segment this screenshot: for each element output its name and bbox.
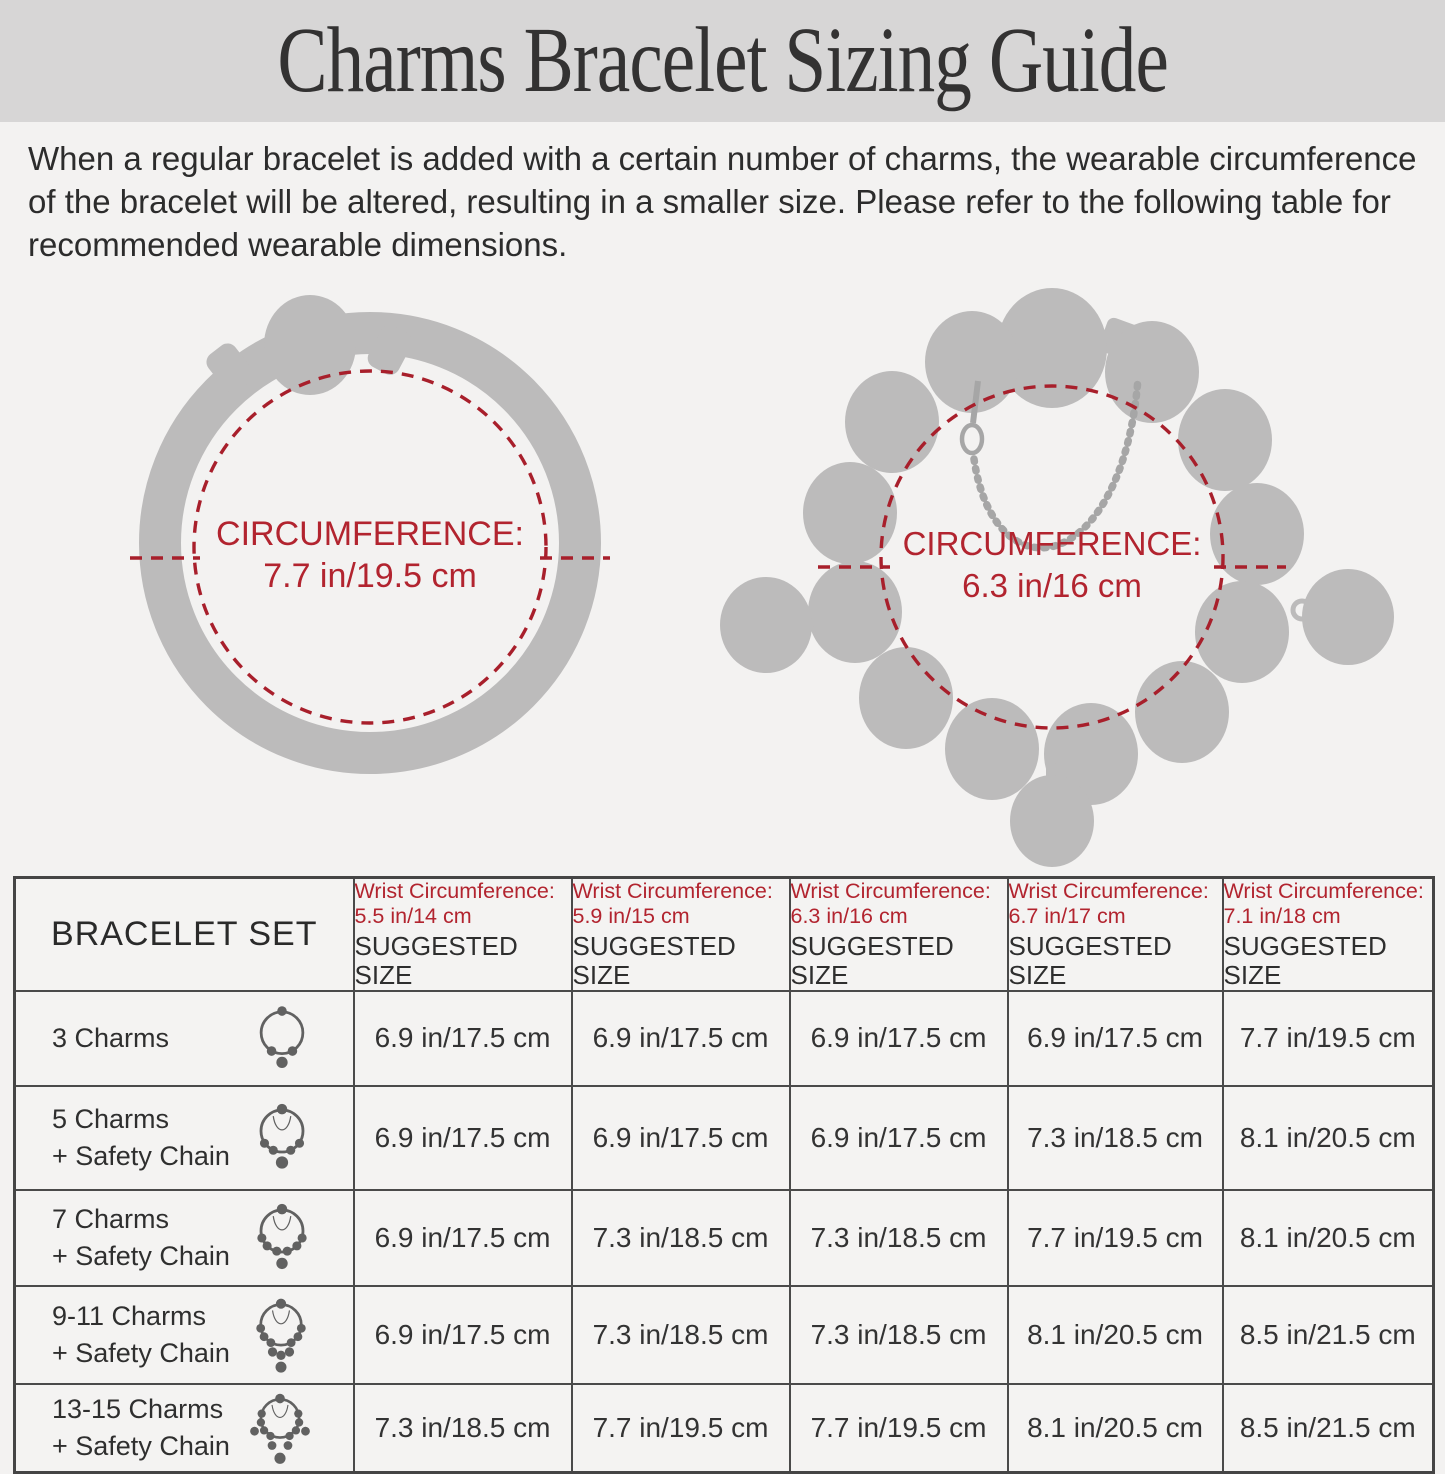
table-row	[15, 1190, 1434, 1286]
wrist-circumference-value: 6.7 in/17 cm	[1008, 904, 1126, 929]
suggested-size-cell: 7.3 in/18.5 cm	[572, 1190, 790, 1286]
wrist-circumference-value: 5.9 in/15 cm	[572, 904, 690, 929]
bracelet-set-label: 5 Charms + Safety Chain	[52, 1104, 230, 1171]
bead	[803, 462, 897, 564]
header-bracelet-set: BRACELET SET	[15, 877, 354, 990]
suggested-size-cell: 6.9 in/17.5 cm	[790, 1086, 1008, 1190]
suggested-size-cell: 7.3 in/18.5 cm	[572, 1286, 790, 1384]
bracelet-set-label: 7 Charms + Safety Chain	[52, 1204, 230, 1271]
circumference-value: 7.7 in/19.5 cm	[263, 556, 477, 595]
wrist-circumference-value: 6.3 in/16 cm	[790, 904, 908, 929]
dangling-charm-right	[1302, 569, 1394, 665]
bead	[925, 311, 1019, 413]
header-wrist-5-9	[572, 877, 790, 990]
header-wrist-5-5	[354, 877, 572, 990]
table-row	[15, 1286, 1434, 1384]
header-wrist-6-3	[790, 877, 1008, 990]
header-wrist-6-7	[1008, 877, 1223, 990]
suggested-size-cell: 6.9 in/17.5 cm	[354, 991, 572, 1086]
bracelet-3-charms-icon	[251, 998, 313, 1078]
intro-text: When a regular bracelet is added with a certain number of charms, the wearable circumference of the bracelet will be altered, resulting in a smaller size. Please refer to the following table for recommended wearable dimensions.	[28, 140, 1417, 263]
wrist-circumference-label: Wrist Circumference:	[790, 878, 991, 903]
suggested-size-label: SUGGESTED SIZE	[1008, 931, 1172, 990]
table-row	[15, 991, 1434, 1086]
suggested-size-cell: 8.1 in/20.5 cm	[1223, 1190, 1434, 1286]
bracelet-set-cell	[15, 991, 354, 1086]
suggested-size-cell: 7.7 in/19.5 cm	[790, 1384, 1008, 1473]
suggested-size-cell: 6.9 in/17.5 cm	[354, 1086, 572, 1190]
table-row	[15, 1086, 1434, 1190]
header-wrist-7-1	[1223, 877, 1434, 990]
sizing-table	[13, 876, 1435, 1474]
dangling-charm-bottom	[1010, 775, 1094, 867]
circumference-label: CIRCUMFERENCE:	[216, 514, 524, 553]
wrist-circumference-label: Wrist Circumference:	[1008, 878, 1209, 903]
suggested-size-cell: 8.1 in/20.5 cm	[1008, 1286, 1223, 1384]
charm-bracelet-diagram	[710, 275, 1430, 871]
suggested-size-label: SUGGESTED SIZE	[790, 931, 954, 990]
bracelet-clasp	[264, 295, 356, 395]
bracelet-set-cell	[15, 1384, 354, 1473]
bead	[945, 698, 1039, 800]
bead	[1178, 389, 1272, 491]
suggested-size-cell: 6.9 in/17.5 cm	[790, 991, 1008, 1086]
table-header-row	[15, 877, 1434, 990]
suggested-size-cell: 8.1 in/20.5 cm	[1008, 1384, 1223, 1473]
bracelet-9-11-charms-safety-chain-icon	[249, 1291, 313, 1379]
circumference-value: 6.3 in/16 cm	[962, 566, 1142, 604]
bead	[845, 371, 939, 473]
suggested-size-cell: 6.9 in/17.5 cm	[572, 1086, 790, 1190]
circumference-label: CIRCUMFERENCE:	[902, 524, 1202, 562]
bracelet-7-charms-safety-chain-icon	[251, 1196, 313, 1280]
plain-bracelet-diagram	[55, 275, 695, 871]
wrist-circumference-value: 5.5 in/14 cm	[354, 904, 472, 929]
bracelet-set-cell	[15, 1286, 354, 1384]
suggested-size-cell: 7.3 in/18.5 cm	[790, 1286, 1008, 1384]
suggested-size-cell: 7.3 in/18.5 cm	[354, 1384, 572, 1473]
bracelet-5-charms-safety-chain-icon	[251, 1096, 313, 1180]
bead	[1210, 483, 1304, 585]
suggested-size-cell: 8.5 in/21.5 cm	[1223, 1286, 1434, 1384]
wrist-circumference-label: Wrist Circumference:	[354, 878, 555, 903]
page-title-text: Charms Bracelet Sizing Guide	[277, 9, 1168, 112]
suggested-size-cell: 6.9 in/17.5 cm	[1008, 991, 1223, 1086]
suggested-size-cell: 6.9 in/17.5 cm	[354, 1190, 572, 1286]
wrist-circumference-value: 7.1 in/18 cm	[1223, 904, 1341, 929]
table-row	[15, 1384, 1434, 1473]
bead	[1105, 321, 1199, 423]
suggested-size-cell: 7.3 in/18.5 cm	[790, 1190, 1008, 1286]
bracelet-13-15-charms-safety-chain-icon	[247, 1385, 313, 1471]
safety-chain-hook	[962, 425, 982, 453]
bracelet-set-cell	[15, 1086, 354, 1190]
bracelet-set-label: 9-11 Charms + Safety Chain	[52, 1301, 230, 1368]
suggested-size-cell: 7.3 in/18.5 cm	[1008, 1086, 1223, 1190]
suggested-size-cell: 7.7 in/19.5 cm	[1223, 991, 1434, 1086]
bracelet-set-label: 13-15 Charms + Safety Chain	[52, 1394, 230, 1461]
suggested-size-cell: 7.7 in/19.5 cm	[572, 1384, 790, 1473]
suggested-size-cell: 8.1 in/20.5 cm	[1223, 1086, 1434, 1190]
suggested-size-cell: 6.9 in/17.5 cm	[354, 1286, 572, 1384]
suggested-size-cell: 6.9 in/17.5 cm	[572, 991, 790, 1086]
bracelet-set-label: 3 Charms	[52, 1022, 170, 1053]
suggested-size-cell: 7.7 in/19.5 cm	[1008, 1190, 1223, 1286]
bead	[1135, 661, 1229, 763]
wrist-circumference-label: Wrist Circumference:	[1223, 878, 1424, 903]
page-title	[249, 9, 1196, 112]
bead	[859, 647, 953, 749]
bead	[1195, 581, 1289, 683]
suggested-size-label: SUGGESTED SIZE	[1223, 931, 1387, 990]
wrist-circumference-label: Wrist Circumference:	[572, 878, 773, 903]
dangling-charm-left	[720, 577, 812, 673]
diagrams	[0, 275, 1445, 871]
suggested-size-label: SUGGESTED SIZE	[572, 931, 736, 990]
suggested-size-cell: 8.5 in/21.5 cm	[1223, 1384, 1434, 1473]
title-band	[0, 0, 1445, 122]
bracelet-set-cell	[15, 1190, 354, 1286]
suggested-size-label: SUGGESTED SIZE	[354, 931, 518, 990]
